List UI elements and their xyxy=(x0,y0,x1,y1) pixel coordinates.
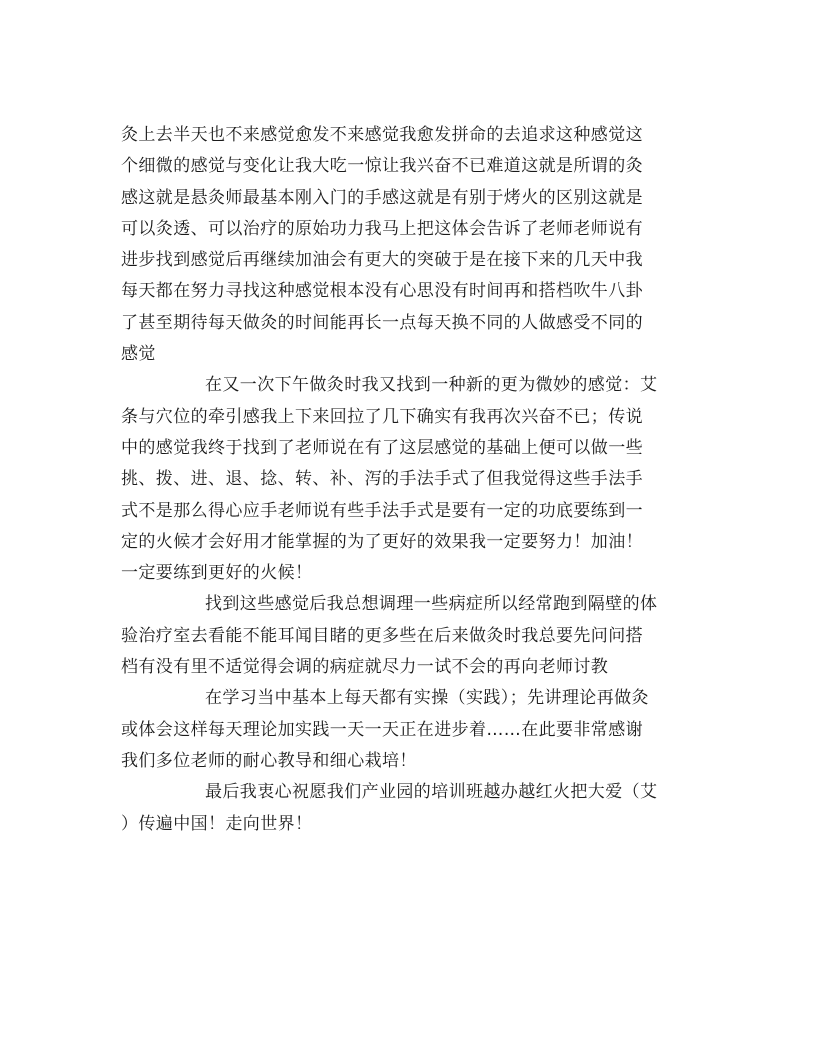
paragraph-start-line: 在学习当中基本上每天都有实操（实践）；先讲理论再做灸 xyxy=(205,688,649,709)
text-line: 进步找到感觉后再继续加油会有更大的突破于是在接下来的几天中我 xyxy=(121,250,643,271)
text-line: 一定要练到更好的火候！ xyxy=(121,563,313,584)
text-line: 条与穴位的牵引感我上下来回拉了几下确实有我再次兴奋不已；传说 xyxy=(121,406,643,427)
text-line: 可以灸透、可以治疗的原始功力我马上把这体会告诉了老师老师说有 xyxy=(121,218,643,239)
paragraph-start-line: 在又一次下午做灸时我又找到一种新的更为微妙的感觉：艾 xyxy=(205,375,658,396)
text-line: 个细微的感觉与变化让我大吃一惊让我兴奋不已难道这就是所谓的灸 xyxy=(121,156,643,177)
text-line: ）传遍中国！走向世界！ xyxy=(121,813,313,834)
text-line: 我们多位老师的耐心教导和细心栽培！ xyxy=(121,750,417,771)
text-line: 档有没有里不适觉得会调的病症就尽力一试不会的再向老师讨教 xyxy=(121,657,609,678)
text-line: 了甚至期待每天做灸的时间能再长一点每天换不同的人做感受不同的 xyxy=(121,312,643,333)
text-line: 验治疗室去看能不能耳闻目睹的更多些在后来做灸时我总要先问问搭 xyxy=(121,625,643,646)
paragraph-start-line: 最后我衷心祝愿我们产业园的培训班越办越红火把大爱（艾 xyxy=(205,782,658,803)
text-line: 感觉 xyxy=(121,344,156,365)
text-line: 式不是那么得心应手老师说有些手法手式是要有一定的功底要练到一 xyxy=(121,500,643,521)
text-line: 或体会这样每天理论加实践一天一天正在进步着……在此要非常感谢 xyxy=(121,719,643,740)
paragraph-start-line: 找到这些感觉后我总想调理一些病症所以经常跑到隔壁的体 xyxy=(205,594,658,615)
text-line: 挑、拨、进、退、捻、转、补、泻的手法手式了但我觉得这些手法手 xyxy=(121,469,643,490)
text-line: 定的火候才会好用才能掌握的为了更好的效果我一定要努力！加油！ xyxy=(121,531,643,552)
text-line: 每天都在努力寻找这种感觉根本没有心思没有时间再和搭档吹牛八卦 xyxy=(121,281,643,302)
text-line: 灸上去半天也不来感觉愈发不来感觉我愈发拼命的去追求这种感觉这 xyxy=(121,125,643,145)
text-line: 中的感觉我终于找到了老师说在有了这层感觉的基础上便可以做一些 xyxy=(121,437,643,458)
body-text xyxy=(121,120,695,840)
text-line: 感这就是悬灸师最基本刚入门的手感这就是有别于烤火的区别这就是 xyxy=(121,187,643,208)
